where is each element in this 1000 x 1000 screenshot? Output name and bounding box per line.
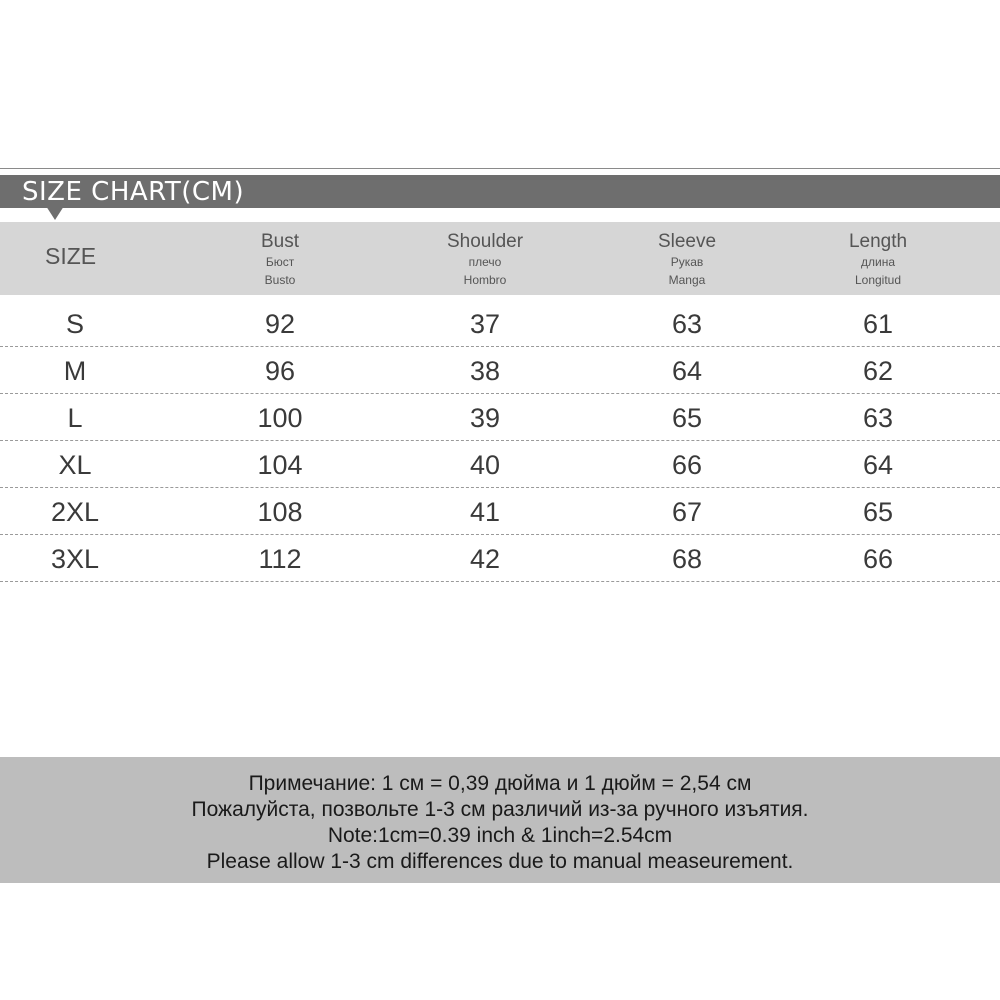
table-header bbox=[0, 222, 1000, 295]
chart-title: SIZE CHART(CM) bbox=[22, 177, 245, 207]
title-bar bbox=[0, 175, 1000, 208]
header-sleeve-en: Sleeve bbox=[657, 231, 717, 252]
header-bust-en: Bust bbox=[260, 231, 300, 252]
size-cell: L bbox=[67, 403, 83, 433]
table-row bbox=[0, 488, 1000, 535]
bust-cell: 92 bbox=[264, 309, 296, 339]
header-shoulder bbox=[425, 222, 545, 295]
shoulder-cell: 40 bbox=[469, 450, 501, 480]
note-line-ru-1: Примечание: 1 см = 0,39 дюйма и 1 дюйм = 2,54 см bbox=[248, 772, 752, 795]
shoulder-cell: 39 bbox=[469, 403, 501, 433]
sleeve-cell: 63 bbox=[671, 309, 703, 339]
shoulder-cell: 38 bbox=[469, 356, 501, 386]
header-shoulder-es: Hombro bbox=[463, 273, 507, 287]
sleeve-cell: 68 bbox=[671, 544, 703, 574]
header-length bbox=[818, 222, 938, 295]
length-cell: 64 bbox=[862, 450, 894, 480]
sleeve-cell: 67 bbox=[671, 497, 703, 527]
header-length-en: Length bbox=[848, 231, 908, 252]
table-row bbox=[0, 347, 1000, 394]
header-sleeve-ru: Рукав bbox=[670, 255, 704, 269]
header-bust-es: Busto bbox=[264, 273, 296, 287]
sleeve-cell: 65 bbox=[671, 403, 703, 433]
note-line-ru-2: Пожалуйста, позвольте 1-3 см различий из-за ручного изъятия. bbox=[191, 798, 809, 821]
header-bust bbox=[220, 222, 340, 295]
length-cell: 65 bbox=[862, 497, 894, 527]
header-length-es: Longitud bbox=[854, 273, 902, 287]
length-cell: 63 bbox=[862, 403, 894, 433]
table-row bbox=[0, 300, 1000, 347]
note-line-en-2: Please allow 1-3 cm differences due to manual measeurement. bbox=[206, 850, 794, 873]
bust-cell: 108 bbox=[257, 497, 303, 527]
shoulder-cell: 37 bbox=[469, 309, 501, 339]
header-length-ru: длина bbox=[860, 255, 895, 269]
size-cell: 3XL bbox=[50, 544, 100, 574]
header-sleeve bbox=[627, 222, 747, 295]
size-cell: M bbox=[63, 356, 87, 386]
sleeve-cell: 64 bbox=[671, 356, 703, 386]
header-bust-ru: Бюст bbox=[265, 255, 295, 269]
measurement-note bbox=[0, 757, 1000, 883]
length-cell: 66 bbox=[862, 544, 894, 574]
shoulder-cell: 41 bbox=[469, 497, 501, 527]
bust-cell: 104 bbox=[257, 450, 303, 480]
bust-cell: 112 bbox=[258, 544, 302, 574]
bust-cell: 96 bbox=[264, 356, 296, 386]
header-shoulder-ru: плечо bbox=[468, 255, 502, 269]
top-divider bbox=[0, 168, 1000, 169]
size-cell: 2XL bbox=[50, 497, 100, 527]
title-tab bbox=[0, 175, 262, 208]
table-row bbox=[0, 441, 1000, 488]
shoulder-cell: 42 bbox=[469, 544, 501, 574]
title-pointer-icon bbox=[46, 206, 64, 220]
table-row bbox=[0, 535, 1000, 582]
header-shoulder-en: Shoulder bbox=[446, 231, 524, 252]
size-cell: XL bbox=[58, 450, 92, 480]
bust-cell: 100 bbox=[257, 403, 303, 433]
size-cell: S bbox=[65, 309, 84, 339]
length-cell: 62 bbox=[862, 356, 894, 386]
sleeve-cell: 66 bbox=[671, 450, 703, 480]
header-size: SIZE bbox=[45, 243, 97, 269]
table-row bbox=[0, 394, 1000, 441]
length-cell: 61 bbox=[862, 309, 894, 339]
note-line-en-1: Note:1cm=0.39 inch & 1inch=2.54cm bbox=[327, 824, 673, 847]
header-sleeve-es: Manga bbox=[668, 273, 706, 287]
